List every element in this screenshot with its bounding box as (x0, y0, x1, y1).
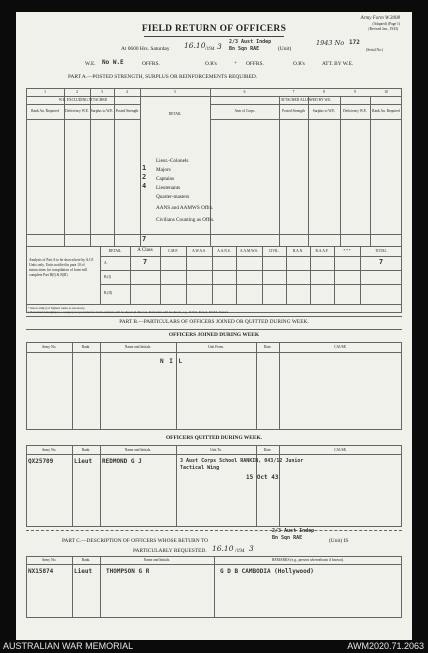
form-number: Army Form W.3008 (360, 16, 400, 21)
col-num-8: 8 (323, 90, 325, 94)
unit-label: (Unit) (278, 46, 292, 52)
row-label-b1: B.(I) (104, 275, 111, 279)
part-c-col-remarks: REMARKS (e.g., present whereabouts if known). (272, 558, 344, 562)
part-c-unit-line-1: 2/3 Aust Indep (272, 528, 315, 534)
quitted-army-no: QX25709 (28, 458, 54, 465)
unit-line-2: Bn Sqn RAE (229, 46, 260, 52)
a-class-value: 7 (142, 258, 148, 266)
serial-hand: 1943 No (316, 39, 345, 47)
detail-header: DETAIL (168, 112, 182, 116)
col-num-5: 5 (174, 90, 176, 94)
subhead-posted: Posted Strength (115, 109, 139, 113)
serial-number: 172 (349, 39, 360, 46)
count-captains: 2 (142, 173, 147, 181)
joined-col-cause: CAUSE. (334, 345, 347, 349)
part-b-title: PART B.—PARTICULARS OF OFFICERS JOINED OR QUITTED DURING WEEK. (119, 319, 309, 325)
count-lieutenants: 4 (142, 182, 147, 190)
detail-col-detail: DETAIL (108, 249, 122, 253)
col-num-4: 4 (126, 90, 128, 94)
footnote-1: * Insert arm(s) of highest ranks as necessary. (28, 306, 86, 310)
quitted-rank: Lieut (74, 458, 93, 465)
form-adapted: (Adapted) (Page 1) (372, 22, 400, 26)
total-posted-strength: 7 (142, 235, 147, 243)
rank-captains: Captains (156, 176, 175, 182)
part-c-unit-line-2: Bn Sqn RAE (272, 535, 303, 541)
quitted-unit-line-1: 3 Aust Corps School RANKIN, 043/12 Junior (180, 458, 304, 464)
subhead-deficiency: Deficiency W.E. (65, 109, 89, 113)
serial-label: (Serial No.) (366, 48, 383, 52)
joined-col-rank: Rank. (81, 345, 91, 349)
quitted-col-army-no: Army No. (41, 448, 57, 452)
detail-col-aamws: A.A.M.W.S. (240, 249, 258, 253)
detail-col-aans: A.A.N.S. (217, 249, 231, 253)
detail-col-ran: R.A.N. (292, 249, 304, 253)
col-num-10: 10 (384, 90, 388, 94)
footer-accession: AWM2020.71.2063 (347, 641, 424, 651)
unit-line-1: 2/3 Aust Indep (229, 39, 272, 45)
joined-col-army-no: Army No. (41, 345, 57, 349)
part-c-col-name: Name and Initials. (143, 558, 171, 562)
year-entry: 3 (217, 42, 222, 51)
part-c-title: PART C.—DESCRIPTION OF OFFICERS WHOSE RETURN TO (62, 538, 209, 544)
part-c-army-no: NX15874 (28, 568, 54, 575)
quitted-unit-line-2: Tactical Wing (180, 465, 220, 471)
col-num-2: 2 (76, 90, 78, 94)
part-c-name: THOMPSON G R (106, 568, 150, 575)
quitted-col-date: Date. (263, 448, 272, 452)
subhead-arm: Arm of Corps (234, 109, 255, 113)
detail-col-awas: A.W.A.S. (192, 249, 206, 253)
joined-table (26, 342, 402, 430)
col-num-1: 1 (44, 90, 46, 94)
part-a-title: PART A.—POSTED STRENGTH, SURPLUS OR REINFORCEMENTS REQUIRED. (68, 74, 258, 80)
year-prefix: /194 (205, 46, 215, 52)
quitted-col-cause: CAUSE. (334, 448, 347, 452)
subhead-deficiency-2: Deficiency W.E. (343, 109, 367, 113)
footer-credit: AUSTRALIAN WAR MEMORIAL (3, 641, 134, 651)
we-value: No W.E (102, 59, 124, 66)
part-c-date: 16.10 (212, 544, 234, 553)
row-label-a: A. (104, 261, 108, 265)
detail-col-total: TOTAL (375, 249, 387, 253)
part-c-year-prefix: /194 (235, 548, 245, 554)
form-sheet (16, 12, 412, 640)
quitted-col-name: Name and Initials. (124, 448, 152, 452)
quitted-col-rank: Rank. (81, 448, 91, 452)
quitted-col-unit-to: Unit To. (210, 448, 222, 452)
row-label-b2: B.(II) (104, 291, 113, 295)
col-num-7: 7 (292, 90, 295, 94)
subhead-surplus-2: Surplus to W.E. (312, 109, 336, 113)
joined-heading: OFFICERS JOINED DURING WEEK (168, 332, 260, 338)
joined-nil: N I L (160, 358, 184, 365)
quitted-heading: OFFICERS QUITTED DURING WEEK. (165, 435, 263, 441)
ors-label: O.R's (205, 61, 217, 67)
joined-col-date: Date. (263, 345, 272, 349)
we-excluding-header: W.E. EXCLUDING ATTACHED (58, 98, 108, 102)
part-c-rank: Lieut (74, 568, 93, 575)
part-c-col-rank: Rank. (81, 558, 91, 562)
joined-col-unit-from: Unit From. (208, 345, 224, 349)
detail-col-civil: CIVIL. (268, 249, 280, 253)
date-entry: 16.10 (184, 41, 206, 50)
joined-col-name: Name and Initials. (124, 345, 152, 349)
total-value: 7 (378, 258, 384, 266)
subhead-posted-2: Posted Strength (282, 109, 305, 113)
col-num-9: 9 (354, 90, 356, 94)
part-c-year: 3 (249, 544, 254, 553)
count-majors: 1 (142, 164, 147, 172)
footnote-2: † Personnel belonging to a category not provided for in the analysis will be shown in this Col. Particulars will be shown, e.g., 2I N.S. Posted, 3N P.S. Posted. (28, 310, 229, 314)
title-underline (144, 36, 284, 37)
part-c-col-army-no: Army No. (41, 558, 57, 562)
rank-aans-aamws: AANS and AAMWS Offrs. (156, 205, 214, 211)
quitted-name: REDMOND G J (102, 458, 142, 465)
detail-col-a-class: A Class (137, 248, 153, 253)
plus-sign: + (234, 60, 238, 66)
at-label: At 0600 Hrs. Saturday (121, 46, 170, 52)
subhead-surplus: Surplus to W.E. (90, 109, 114, 113)
rank-majors: Majors (156, 167, 171, 173)
form-revised: (Revised Jan., 1943) (368, 27, 398, 31)
detail-col-cmf: C.M.F. (168, 249, 178, 253)
att-by-we-label: ATT. BY W.E. (322, 61, 354, 67)
part-a-table (26, 88, 402, 313)
detail-col-raaf: R.A.A.F. (315, 249, 329, 253)
col-num-6: 6 (243, 90, 246, 94)
ors-label-2: O.R's (293, 61, 305, 67)
attached-allowed-header: ATTACHED ALLOWED BY W.E. (280, 98, 332, 102)
detail-col-other: * * * (343, 249, 351, 253)
quitted-date: 15 Oct 43 (246, 474, 279, 481)
part-c-requested: PARTICULARLY REQUESTED. (133, 548, 207, 554)
part-c-unit-label: (Unit) IS (329, 538, 349, 544)
rank-quartermasters: Quarter-masters (156, 194, 190, 200)
offrs-label: OFFRS. (142, 61, 160, 67)
rank-lieutenants: Lieutenants (156, 185, 181, 191)
subhead-rank-required-2: Rank Au. Required (372, 109, 400, 113)
part-c-remarks: G D B CAMBODIA (Hollywood) (220, 568, 314, 575)
page-title: FIELD RETURN OF OFFICERS (141, 24, 287, 34)
analysis-note: Analysis of Part A to be shown here by A.I.F. Units only. Units notified in para 10 of instructions for compilation of form will complete Part B(I) & B(II) (29, 258, 94, 277)
col-num-3: 3 (101, 90, 103, 94)
subhead-rank-required: Rank Au. Required (31, 109, 59, 113)
we-label: W.E. (85, 61, 96, 67)
offrs-label-2: OFFRS. (246, 61, 264, 67)
rank-lieut-colonels: Lieut.-Colonels (156, 158, 189, 164)
rank-civilians: Civilians Counting as Offrs. (156, 217, 215, 223)
